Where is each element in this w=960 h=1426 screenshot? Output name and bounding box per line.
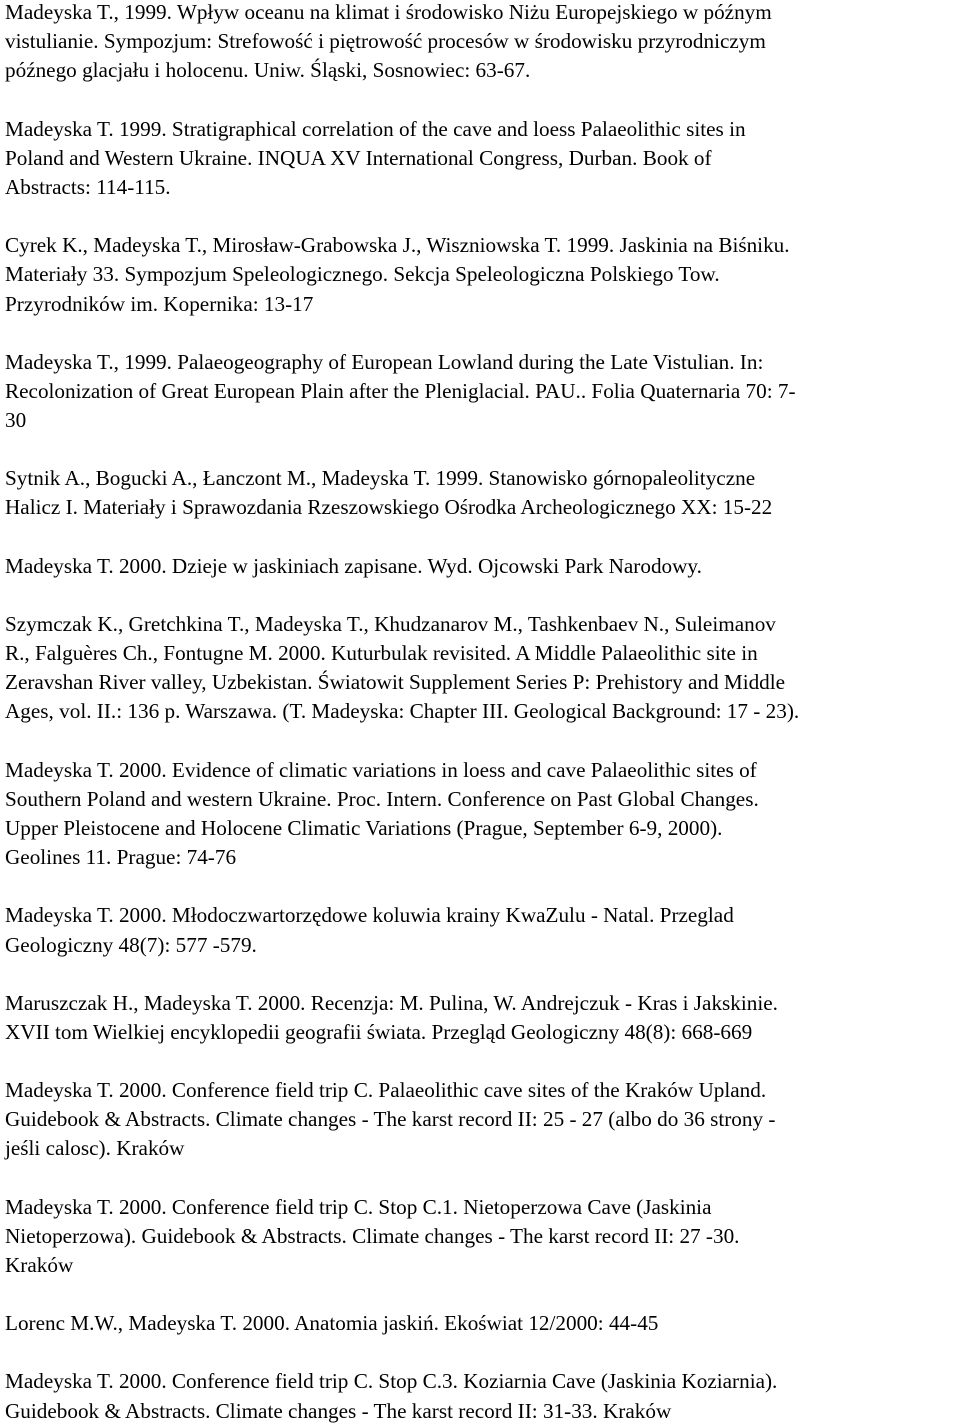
reference-line: Ages, vol. II.: 136 p. Warszawa. (T. Madeyska: Chapter III. Geological Background: 17 - 23).	[5, 699, 800, 724]
reference-line: Abstracts: 114-115.	[5, 174, 171, 199]
reference-line: Madeyska T., 1999. Wpływ oceanu na klimat i środowisko Niżu Europejskiego w późnym	[5, 0, 772, 24]
reference-entry	[5, 464, 955, 522]
reference-line: Materiały 33. Sympozjum Speleologicznego. Sekcja Speleologiczna Polskiego Tow.	[5, 262, 720, 287]
reference-line: Madeyska T. 2000. Evidence of climatic variations in loess and cave Palaeolithic sites of	[5, 757, 757, 782]
reference-line: Geolines 11. Prague: 74-76	[5, 845, 237, 870]
reference-line: Southern Poland and western Ukraine. Proc. Intern. Conference on Past Global Changes.	[5, 786, 759, 811]
reference-entry	[5, 1076, 955, 1164]
reference-entry	[5, 552, 955, 581]
entry-spacer	[5, 523, 960, 552]
reference-line: Madeyska T. 2000. Conference field trip C. Stop C.3. Koziarnia Cave (Jaskinia Koziarnia).	[5, 1369, 778, 1394]
reference-entry	[5, 1193, 955, 1281]
entry-spacer	[5, 1164, 960, 1193]
reference-entry	[5, 901, 955, 959]
entry-spacer	[5, 1047, 960, 1076]
reference-line: R., Falguères Ch., Fontugne M. 2000. Kuturbulak revisited. A Middle Palaeolithic site in	[5, 641, 758, 665]
reference-line: Sytnik A., Bogucki A., Łanczont M., Madeyska T. 1999. Stanowisko górnopaleolityczne	[5, 466, 756, 491]
reference-line: Szymczak K., Gretchkina T., Madeyska T., Khudzanarov M., Tashkenbaev N., Suleimanov	[5, 611, 776, 636]
reference-line: Lorenc M.W., Madeyska T. 2000. Anatomia jaskiń. Ekoświat 12/2000: 44-45	[5, 1311, 659, 1336]
reference-line: Upper Pleistocene and Holocene Climatic Variations (Prague, September 6-9, 2000).	[5, 815, 723, 840]
reference-entry	[5, 348, 955, 436]
reference-line: Madeyska T., 1999. Palaeogeography of European Lowland during the Late Vistulian. In:	[5, 349, 764, 374]
reference-line: Madeyska T. 2000. Dzieje w jaskiniach zapisane. Wyd. Ojcowski Park Narodowy.	[5, 553, 702, 578]
reference-line: Kraków	[5, 1253, 74, 1277]
reference-line: Madeyska T. 2000. Conference field trip C. Stop C.1. Nietoperzowa Cave (Jaskinia	[5, 1194, 712, 1219]
entry-spacer	[5, 872, 960, 901]
entry-spacer	[5, 960, 960, 989]
reference-entry	[5, 0, 955, 86]
reference-line: Guidebook & Abstracts. Climate changes - The karst record II: 31-33. Kraków	[5, 1398, 672, 1423]
reference-line: późnego glacjału i holocenu. Uniw. Śląski, Sosnowiec: 63-67.	[5, 58, 531, 83]
reference-entry	[5, 989, 955, 1047]
reference-line: Halicz I. Materiały i Sprawozdania Rzeszowskiego Ośrodka Archeologicznego XX: 15-22	[5, 495, 773, 520]
entry-spacer	[5, 1338, 960, 1367]
reference-line: XVII tom Wielkiej encyklopedii geografii świata. Przegląd Geologiczny 48(8): 668-669	[5, 1019, 753, 1044]
entry-spacer	[5, 1280, 960, 1309]
reference-line: Madeyska T. 2000. Młodoczwartorzędowe koluwia krainy KwaZulu - Natal. Przeglad	[5, 903, 734, 928]
entry-spacer	[5, 727, 960, 756]
reference-line: vistulianie. Sympozjum: Strefowość i piętrowość procesów w środowisku przyrodniczym	[5, 29, 766, 54]
entry-spacer	[5, 435, 960, 464]
entry-spacer	[5, 86, 960, 115]
reference-line: Maruszczak H., Madeyska T. 2000. Recenzja: M. Pulina, W. Andrejczuk - Kras i Jakskinie.	[5, 990, 778, 1015]
reference-line: Geologiczny 48(7): 577 -579.	[5, 932, 257, 957]
reference-entry	[5, 231, 955, 319]
entry-spacer	[5, 319, 960, 348]
reference-entry	[5, 610, 955, 727]
reference-entry	[5, 756, 955, 873]
reference-line: Poland and Western Ukraine. INQUA XV International Congress, Durban. Book of	[5, 145, 712, 170]
reference-line: Nietoperzowa). Guidebook & Abstracts. Climate changes - The karst record II: 27 -30.	[5, 1223, 740, 1248]
reference-line: Madeyska T. 1999. Stratigraphical correlation of the cave and loess Palaeolithic sites in	[5, 116, 746, 141]
entry-spacer	[5, 581, 960, 610]
reference-entry	[5, 1367, 955, 1425]
reference-line: 30	[5, 408, 27, 433]
reference-entry	[5, 115, 955, 203]
reference-entry	[5, 1309, 955, 1338]
reference-line: jeśli calosc). Kraków	[5, 1136, 185, 1161]
entry-spacer	[5, 202, 960, 231]
reference-line: Zeravshan River valley, Uzbekistan. Światowit Supplement Series P: Prehistory and Middle	[5, 670, 786, 695]
reference-line: Przyrodników im. Kopernika: 13-17	[5, 291, 314, 316]
reference-line: Guidebook & Abstracts. Climate changes - The karst record II: 25 - 27 (albo do 36 strony -	[5, 1107, 776, 1132]
reference-line: Recolonization of Great European Plain after the Pleniglacial. PAU.. Folia Quaternaria 70: 7-	[5, 378, 796, 403]
reference-line: Madeyska T. 2000. Conference field trip C. Palaeolithic cave sites of the Kraków Upland.	[5, 1078, 767, 1103]
reference-line: Cyrek K., Madeyska T., Mirosław-Grabowska J., Wiszniowska T. 1999. Jaskinia na Biśniku.	[5, 233, 790, 258]
